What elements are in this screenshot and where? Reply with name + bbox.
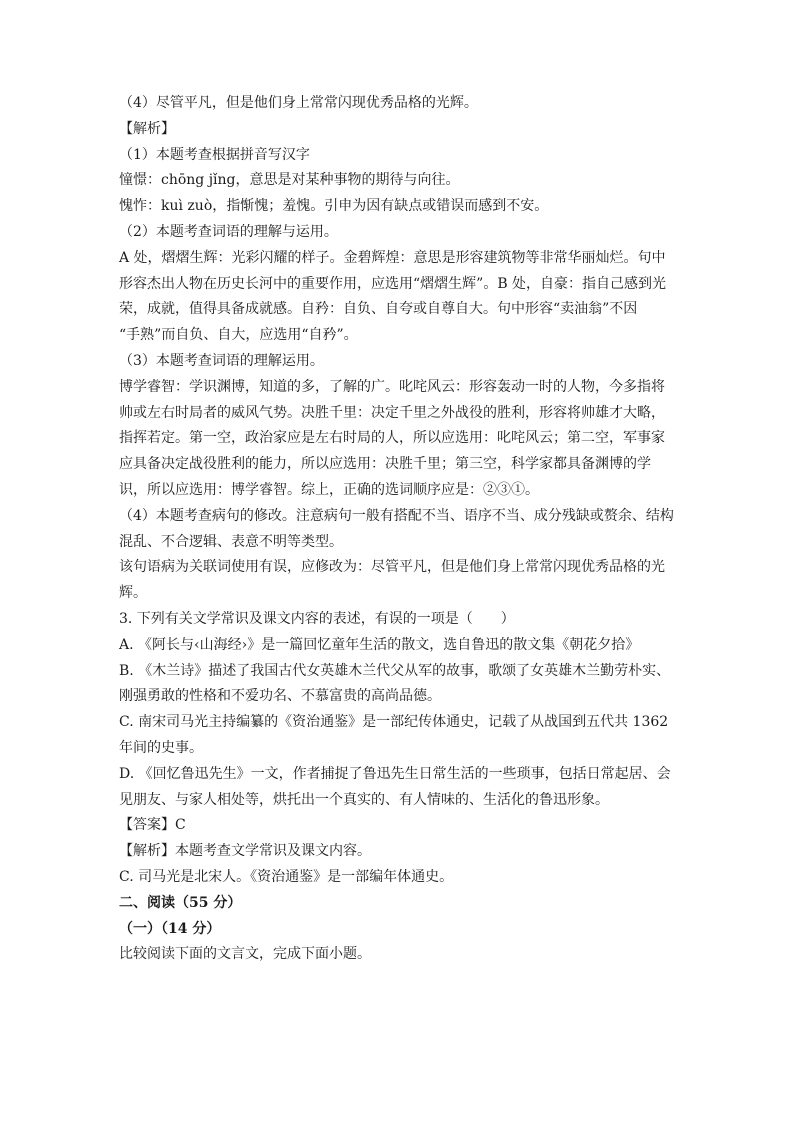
analysis-1-title: （1）本题考查根据拼音写汉字 <box>119 146 310 163</box>
analysis-3-title: （3）本题考查词语的理解运用。 <box>119 352 324 369</box>
document-body <box>119 91 679 968</box>
analysis-4-text: 该句语病为关联词使用有误，应修改为：尽管平凡，但是他们身上常常闪现优秀品格的光 <box>119 559 665 576</box>
analysis-1-word-b: 愧怍：kuì zuò，指惭愧；羞愧。引申为因有缺点或错误而感到不安。 <box>119 198 549 215</box>
analysis-4-title: （4）本题考查病句的修改。注意病句一般有搭配不当、语序不当、成分残缺或赘余、结构 <box>119 507 674 524</box>
analysis-3-text: 指挥若定。第一空，政治家应是左右时局的人，所以应选用：叱咤风云；第二空，军事家 <box>119 430 665 447</box>
question-3-option-d: D. 《回忆鲁迅先生》一文，作者捕捉了鲁迅先生日常生活的一些琐事，包括日常起居、会 <box>119 765 671 782</box>
reading-instruction: 比较阅读下面的文言文，完成下面小题。 <box>119 946 371 963</box>
question-3-option-d: 见朋友、与家人相处等，烘托出一个真实的、有人情味的、生活化的鲁迅形象。 <box>119 791 609 808</box>
question-3-analysis: 【解析】本题考查文学常识及课文内容。 <box>119 843 371 860</box>
analysis-3-text: 帅或左右时局者的威风气势。决胜千里：决定千里之外战役的胜利，形容将帅雄才大略， <box>119 404 665 421</box>
analysis-2-text: 荣，成就，值得具备成就感。自矜：自负、自夸或自尊自大。句中形容“卖油翁”不因 <box>119 301 638 318</box>
analysis-heading: 【解析】 <box>119 120 175 137</box>
analysis-4-text: 混乱、不合逻辑、表意不明等类型。 <box>119 533 343 550</box>
question-3-stem: 3. 下列有关文学常识及课文内容的表述，有误的一项是（ ） <box>119 610 515 627</box>
analysis-3-text: 博学睿智：学识渊博，知道的多，了解的广。叱咤风云：形容轰动一时的人物，今多指将 <box>119 378 665 395</box>
question-3-option-a: A. 《阿长与‹山海经›》是一篇回忆童年生活的散文，选自鲁迅的散文集《朝花夕拾》 <box>119 636 640 653</box>
analysis-3-text: 应具备决定战役胜利的能力，所以应选用：决胜千里；第三空，科学家都具备渊博的学 <box>119 456 651 473</box>
question-3-option-b: 刚强勇敢的性格和不爱功名、不慕富贵的高尚品德。 <box>119 688 441 705</box>
analysis-2-title: （2）本题考查词语的理解与运用。 <box>119 223 338 240</box>
question-3-option-c: C. 南宋司马光主持编纂的《资治通鉴》是一部纪传体通史，记载了从战国到五代共 1362 <box>119 714 669 731</box>
analysis-4-text: 辉。 <box>119 585 147 602</box>
answer-line-4: （4）尽管平凡，但是他们身上常常闪现优秀品格的光辉。 <box>119 95 478 111</box>
analysis-2-text: “手熟”而自负、自大，应选用“自矜”。 <box>119 327 358 344</box>
analysis-1-word-a: 憧憬：chōng jǐng，意思是对某种事物的期待与向往。 <box>119 172 460 189</box>
analysis-2-text: A 处，熠熠生辉：光彩闪耀的样子。金碧辉煌：意思是形容建筑物等非常华丽灿烂。句中 <box>119 249 666 266</box>
section-heading-reading: 二、阅读（55 分） <box>119 894 242 911</box>
analysis-2-text: 形容杰出人物在历史长河中的重要作用，应选用“熠熠生辉”。B 处，自豪：指自己感到光 <box>119 275 667 292</box>
question-3-option-b: B. 《木兰诗》描述了我国古代女英雄木兰代父从军的故事，歌颂了女英雄木兰勤劳朴实、 <box>119 662 671 679</box>
question-3-answer: 【答案】C <box>119 817 186 834</box>
question-3-analysis: C. 司马光是北宋人。《资治通鉴》是一部编年体通史。 <box>119 868 454 885</box>
analysis-3-text: 识，所以应选用：博学睿智。综上，正确的选词顺序应是：②③①。 <box>119 481 539 498</box>
subsection-heading-1: （一）（14 分） <box>119 920 221 937</box>
question-3-option-c: 年间的史事。 <box>119 739 203 756</box>
